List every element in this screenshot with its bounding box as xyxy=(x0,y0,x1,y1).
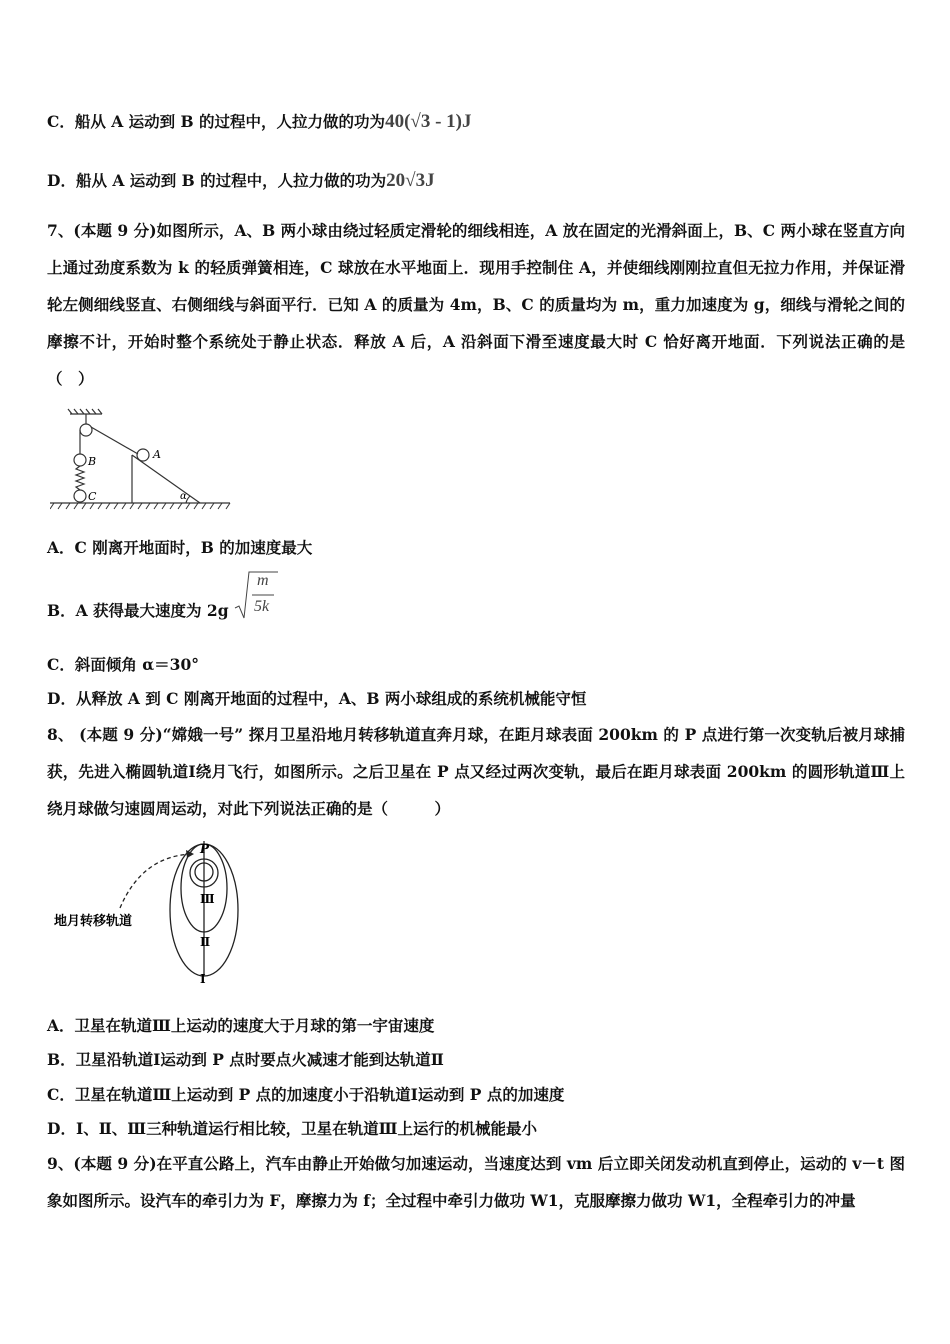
q8-fig-label-iii: Ⅲ xyxy=(200,892,215,906)
q8-option-a: A．卫星在轨道Ⅲ上运动的速度大于月球的第一宇宙速度 xyxy=(47,1016,435,1035)
q7-fig-label-b: B xyxy=(88,455,97,468)
q7-option-b-numerator: m xyxy=(256,572,269,589)
q8-fig-label-ii: Ⅱ xyxy=(200,935,211,949)
q8-option-b: B．卫星沿轨道Ⅰ运动到 P 点时要点火减速才能到达轨道Ⅱ xyxy=(47,1050,444,1069)
q7-fig-label-a: A xyxy=(153,448,161,461)
q8-figure xyxy=(50,836,250,988)
q7-option-b-label: B．A 获得最大速度为 2g xyxy=(47,601,229,620)
q6-option-d xyxy=(47,171,435,191)
q7-fig-label-c: C xyxy=(88,490,97,503)
q7-fig-label-alpha: α xyxy=(180,491,187,502)
q7-option-c: C．斜面倾角 α＝30° xyxy=(47,655,199,674)
q7-option-a: A．C 刚离开地面时，B 的加速度最大 xyxy=(47,538,313,557)
q7-option-d: D．从释放 A 到 C 刚离开地面的过程中，A、B 两小球组成的系统机械能守恒 xyxy=(47,689,587,708)
q8-stem: 8、 (本题 9 分)“嫦娥一号” 探月卫星沿地月转移轨道直奔月球，在距月球表面 200km 的 P 点进行第一次变轨后被月球捕获，先进入椭圆轨道Ⅰ绕月飞行，如图所示。之后卫星在 P 点又经过两次变轨，最后在距月球表面 200km 的圆形轨道Ⅲ上绕月球做匀速圆周运动，对此下列说法正确的是（ ） xyxy=(47,725,905,818)
q6-option-c xyxy=(47,112,471,132)
q6-option-c-formula: 40(√3 - 1)J xyxy=(385,111,472,132)
q8-fig-label-i: Ⅰ xyxy=(200,972,206,986)
q8-fig-transfer-label: 地月转移轨道 xyxy=(54,914,133,929)
q7-figure xyxy=(50,408,240,513)
q8-option-c: C．卫星在轨道Ⅲ上运动到 P 点的加速度小于沿轨道Ⅰ运动到 P 点的加速度 xyxy=(47,1085,565,1104)
q6-option-d-formula: 20√3J xyxy=(386,170,435,191)
q8-option-d: D．Ⅰ、Ⅱ、Ⅲ三种轨道运行相比较，卫星在轨道Ⅲ上运行的机械能最小 xyxy=(47,1119,538,1138)
q7-stem: 7、(本题 9 分)如图所示，A、B 两小球由绕过轻质定滑轮的细线相连，A 放在固定的光滑斜面上，B、C 两小球在竖直方向上通过劲度系数为 k 的轻质弹簧相连，C 球放在水平地面上．现用手控制住 A，并使细线刚刚拉直但无拉力作用，并保证滑轮左侧细线竖直、右侧细线与斜面平行．已知 A 的质量为 4m，B、C 的质量均为 m，重力加速度为 g，细线与滑轮之间的摩擦不计，开始时整个系统处于静止状态．释放 A 后，A 沿斜面下滑至速度最大时 C 恰好离开地面．下列说法正确的是（ ） xyxy=(47,221,905,388)
q8-fig-label-p: P xyxy=(200,842,210,856)
q6-option-c-label: C．船从 A 运动到 B 的过程中，人拉力做的功为 xyxy=(47,112,386,131)
q6-option-d-label: D．船从 A 运动到 B 的过程中，人拉力做的功为 xyxy=(47,171,387,190)
q7-option-b-denominator: 5k xyxy=(253,598,270,615)
q7-option-b-sqrt xyxy=(234,572,278,616)
q7-option-b xyxy=(47,572,278,621)
q9-stem: 9、(本题 9 分)在平直公路上，汽车由静止开始做匀加速运动，当速度达到 vm 后立即关闭发动机直到停止，运动的 v－t 图象如图所示。设汽车的牵引力为 F，摩擦力为 f；全过程中牵引力做功 W1，克服摩擦力做功 W1，全程牵引力的冲量 xyxy=(47,1154,905,1210)
